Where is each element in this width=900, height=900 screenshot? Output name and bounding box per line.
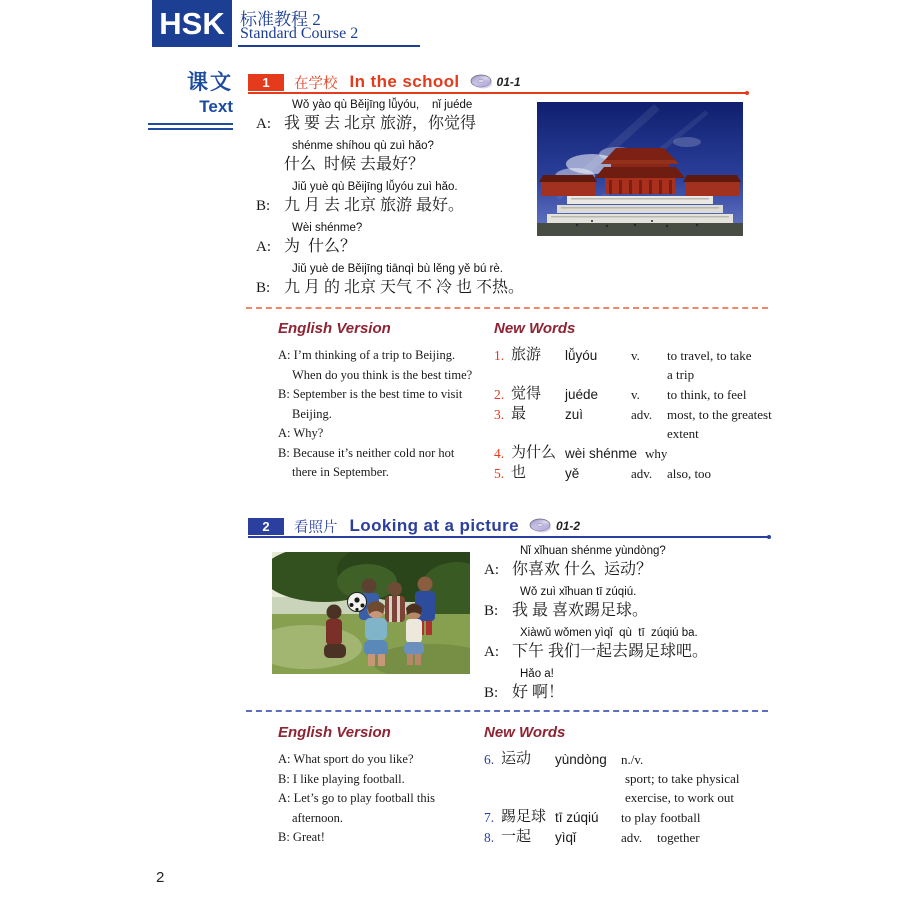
- word-pinyin: zuì: [565, 407, 584, 422]
- english-version-heading: English Version: [278, 320, 391, 337]
- book-title-english: Standard Course 2: [240, 25, 359, 42]
- speaker-label: A:: [256, 116, 271, 132]
- speaker-label: B:: [256, 280, 271, 296]
- word-definition: together: [657, 830, 700, 845]
- word-definition-cont: extent: [667, 426, 699, 441]
- new-word-entry: [484, 750, 776, 807]
- word-hanzi: 运动: [501, 751, 532, 767]
- word-number: 7.: [484, 810, 495, 825]
- word-pinyin: tī zúqiú: [555, 810, 599, 825]
- word-number: 8.: [484, 830, 495, 845]
- lesson1-english-version: [278, 320, 490, 483]
- english-line: B: Because it’s neither cold nor hot: [278, 445, 455, 460]
- speaker-label: B:: [484, 603, 499, 619]
- audio-track-label: 01-1: [496, 75, 521, 89]
- lesson2-header: [248, 517, 580, 535]
- english-line: A: What sport do you like?: [278, 752, 414, 766]
- new-word-entry: [494, 464, 774, 483]
- photo-forbidden-city: [537, 102, 743, 236]
- lesson2-dialogue: [484, 545, 776, 709]
- lesson2-dashed-divider: [246, 710, 768, 712]
- word-pinyin: yùndòng: [555, 752, 607, 767]
- lesson1-number-badge: 1: [248, 74, 284, 91]
- new-words-heading: New Words: [494, 320, 576, 337]
- lesson2-title-english: Looking at a picture: [349, 516, 520, 535]
- word-number: 1.: [494, 348, 505, 363]
- pinyin-text: Wǒ yào qù Běijīng lǚyóu, nǐ juéde: [292, 99, 473, 111]
- hanzi-text: 你喜欢 什么 运动？: [512, 561, 653, 578]
- pinyin-text: Wǒ zuì xǐhuan tī zúqiú.: [520, 586, 637, 598]
- pinyin-text: shénme shíhou qù zuì hǎo?: [292, 140, 434, 152]
- lesson1-new-words: [494, 320, 774, 484]
- speaker-label: A:: [484, 562, 499, 578]
- lesson2-rule: [248, 536, 770, 538]
- word-definition: why: [645, 446, 668, 461]
- english-line: A: I’m thinking of a trip to Beijing.: [278, 348, 456, 362]
- english-line: A: Why?: [278, 426, 324, 440]
- audio-track-label: 01-2: [556, 519, 581, 533]
- word-pinyin: lǚyóu: [565, 348, 598, 363]
- page-number: 2: [156, 869, 165, 886]
- speaker-label: A:: [484, 644, 499, 660]
- word-hanzi: 为什么: [511, 445, 557, 461]
- word-pinyin: juéde: [565, 387, 599, 402]
- lesson2-number-badge: 2: [248, 518, 284, 535]
- new-word-entry: [494, 385, 774, 404]
- word-pinyin: yě: [565, 466, 580, 481]
- pinyin-text: Nǐ xǐhuan shénme yùndòng?: [520, 545, 666, 557]
- new-words-heading: New Words: [484, 724, 566, 741]
- english-line: afternoon.: [292, 810, 344, 825]
- word-definition: also, too: [667, 466, 712, 481]
- word-definition: most, to the greatest: [667, 407, 772, 422]
- word-pinyin: yìqǐ: [555, 830, 577, 845]
- dialogue-line: [484, 627, 776, 664]
- word-pos: adv.: [621, 830, 643, 845]
- word-hanzi: 最: [511, 406, 527, 422]
- speaker-label: A:: [256, 239, 271, 255]
- pinyin-text: Wèi shénme?: [292, 222, 363, 234]
- lesson1-audio: [470, 74, 521, 90]
- lesson1-title-english: In the school: [349, 72, 460, 91]
- speaker-label: B:: [256, 198, 271, 214]
- hanzi-text: 下午 我们一起去踢足球吧。: [512, 643, 709, 660]
- word-hanzi: 旅游: [511, 347, 542, 363]
- word-definition: to think, to feel: [667, 387, 747, 402]
- word-pos: n./v.: [621, 752, 644, 767]
- dialogue-line: [484, 586, 776, 623]
- word-pinyin: wèi shénme: [565, 446, 638, 461]
- word-hanzi: 踢足球: [501, 809, 547, 825]
- word-definition-cont: sport; to take physical: [625, 771, 740, 786]
- word-pos: v.: [631, 387, 640, 402]
- pinyin-text: Xiàwǔ wǒmen yìqǐ qù tī zúqiú ba.: [520, 627, 698, 639]
- new-word-entry: [494, 346, 774, 384]
- dialogue-line: [256, 222, 540, 259]
- new-word-entry: [494, 405, 774, 443]
- dialogue-line: [484, 668, 776, 705]
- word-number: 2.: [494, 387, 505, 402]
- english-line: there in September.: [292, 465, 389, 479]
- cd-icon: [470, 74, 493, 90]
- hanzi-text: 九 月 的 北京 天气 不 冷 也 不热。: [284, 279, 525, 296]
- word-number: 5.: [494, 466, 505, 481]
- lesson1-dialogue: [256, 99, 540, 304]
- hanzi-text: 我 要 去 北京 旅游，你觉得: [284, 115, 477, 132]
- hanzi-text: 什么 时候 去最好？: [284, 156, 425, 173]
- word-definition-cont: exercise, to work out: [625, 790, 735, 805]
- pinyin-text: Jiǔ yuè de Běijīng tiānqì bù lěng yě bú rè.: [292, 263, 503, 275]
- lesson1-rule: [248, 92, 748, 94]
- lesson2-english-version: [278, 724, 483, 848]
- word-hanzi: 也: [511, 465, 527, 481]
- new-word-entry: [494, 444, 774, 463]
- hanzi-text: 为 什么？: [284, 238, 357, 255]
- new-word-entry: [484, 828, 776, 847]
- dialogue-line: [484, 545, 776, 582]
- hanzi-text: 九 月 去 北京 旅游 最好。: [284, 197, 465, 214]
- dialogue-line: [256, 263, 540, 300]
- text-label-english: Text: [199, 97, 233, 116]
- new-word-entry: [484, 808, 776, 827]
- book-title-chinese: 标准教程 2: [240, 10, 321, 29]
- hanzi-text: 我 最 喜欢踢足球。: [512, 602, 649, 619]
- pinyin-text: Hǎo a!: [520, 668, 554, 680]
- english-line: B: September is the best time to visit: [278, 387, 463, 401]
- english-line: When do you think is the best time?: [292, 367, 473, 382]
- word-pos: adv.: [631, 466, 653, 481]
- lesson2-audio: [529, 518, 580, 534]
- lesson1-header: [248, 73, 521, 91]
- english-line: B: Great!: [278, 830, 325, 844]
- word-pos: v.: [631, 348, 640, 363]
- text-sidebar-label: [148, 66, 233, 130]
- word-number: 6.: [484, 752, 495, 767]
- english-line: Beijing.: [292, 406, 332, 421]
- english-line: B: I like playing football.: [278, 771, 405, 786]
- english-version-heading: English Version: [278, 724, 391, 741]
- lesson1-title-chinese: 在学校: [294, 75, 338, 92]
- header-underline: [238, 45, 420, 47]
- word-pos: adv.: [631, 407, 653, 422]
- english-line: A: Let’s go to play football this: [278, 791, 435, 805]
- word-definition: to travel, to take: [667, 348, 752, 363]
- hanzi-text: 好 啊！: [512, 684, 565, 701]
- lesson2-title-chinese: 看照片: [294, 519, 338, 536]
- lesson1-dashed-divider: [246, 307, 768, 309]
- photo-kids-football: [272, 552, 470, 674]
- cd-icon: [529, 518, 552, 534]
- dialogue-line: [256, 181, 540, 218]
- text-label-chinese: 课文: [187, 71, 233, 94]
- pinyin-text: Jiǔ yuè qù Běijīng lǚyóu zuì hǎo.: [292, 181, 458, 193]
- hsk-logo: HSK: [152, 0, 232, 47]
- lesson2-new-words: [484, 724, 776, 848]
- word-number: 3.: [494, 407, 505, 422]
- sidebar-double-rule: [148, 123, 233, 130]
- dialogue-line: [256, 99, 540, 136]
- word-hanzi: 觉得: [511, 386, 542, 402]
- word-definition: to play football: [621, 810, 701, 825]
- word-definition-cont: a trip: [667, 367, 695, 382]
- speaker-label: B:: [484, 685, 499, 701]
- word-hanzi: 一起: [501, 829, 532, 845]
- dialogue-line: [256, 140, 540, 177]
- word-number: 4.: [494, 446, 505, 461]
